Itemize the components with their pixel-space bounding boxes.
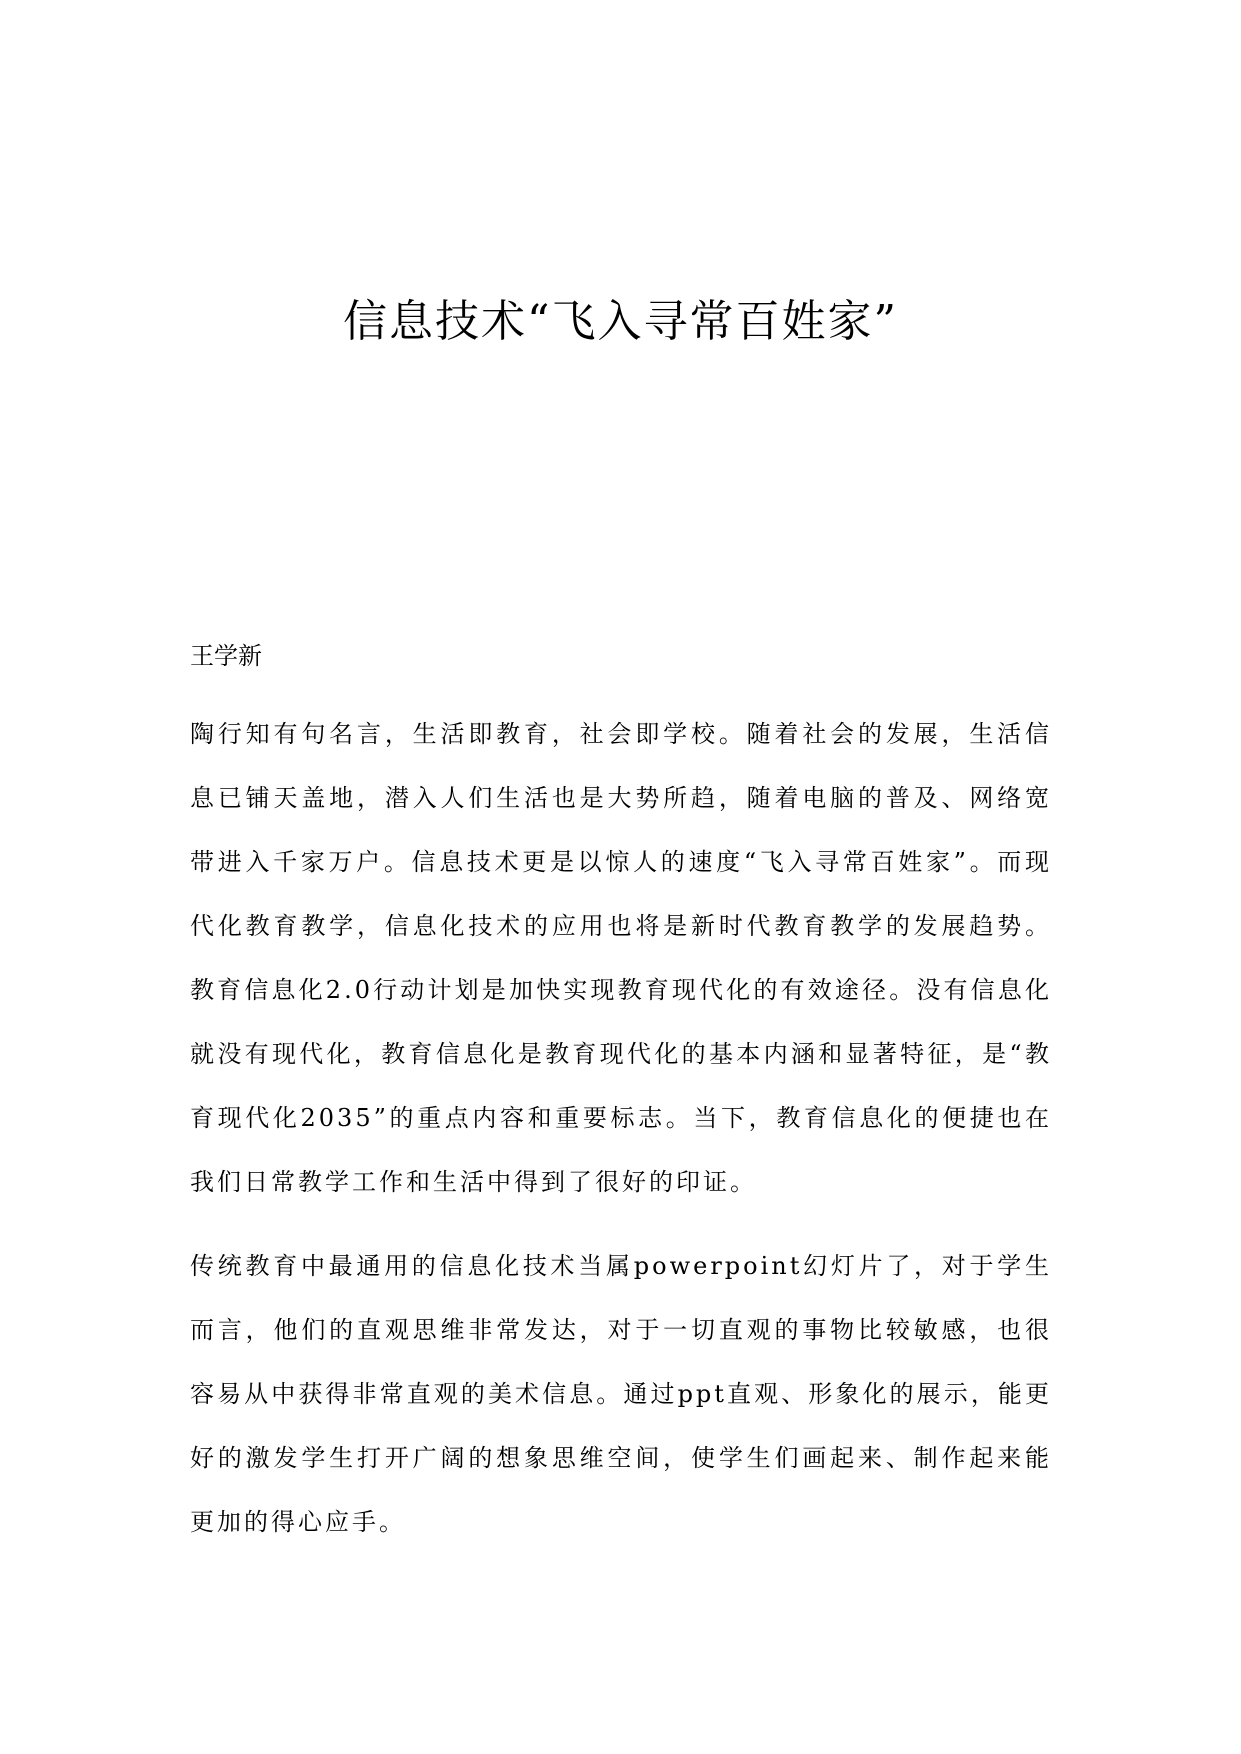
author-name: 王学新 (190, 642, 262, 670)
document-title: 信息技术“飞入寻常百姓家” (343, 296, 898, 347)
body-paragraph-1: 陶行知有句名言，生活即教育，社会即学校。随着社会的发展，生活信息已铺天盖地，潜入人们生活也是大势所趋，随着电脑的普及、网络宽带进入千家万户。信息技术更是以惊人的速度“飞入寻常百姓家”。而现代化教育教学，信息化技术的应用也将是新时代教育教学的发展趋势。教育信息化2.0行动计划是加快实现教育现代化的有效途径。没有信息化就没有现代化，教育信息化是教育现代化的基本内涵和显著特征，是“教育现代化2035”的重点内容和重要标志。当下，教育信息化的便捷也在我们日常教学工作和生活中得到了很好的印证。 (190, 720, 1052, 1196)
body-paragraph-2: 传统教育中最通用的信息化技术当属powerpoint幻灯片了，对于学生而言，他们的直观思维非常发达，对于一切直观的事物比较敏感，也很容易从中获得非常直观的美术信息。通过ppt直观、形象化的展示，能更好的激发学生打开广阔的想象思维空间，使学生们画起来、制作起来能更加的得心应手。 (190, 1252, 1052, 1536)
